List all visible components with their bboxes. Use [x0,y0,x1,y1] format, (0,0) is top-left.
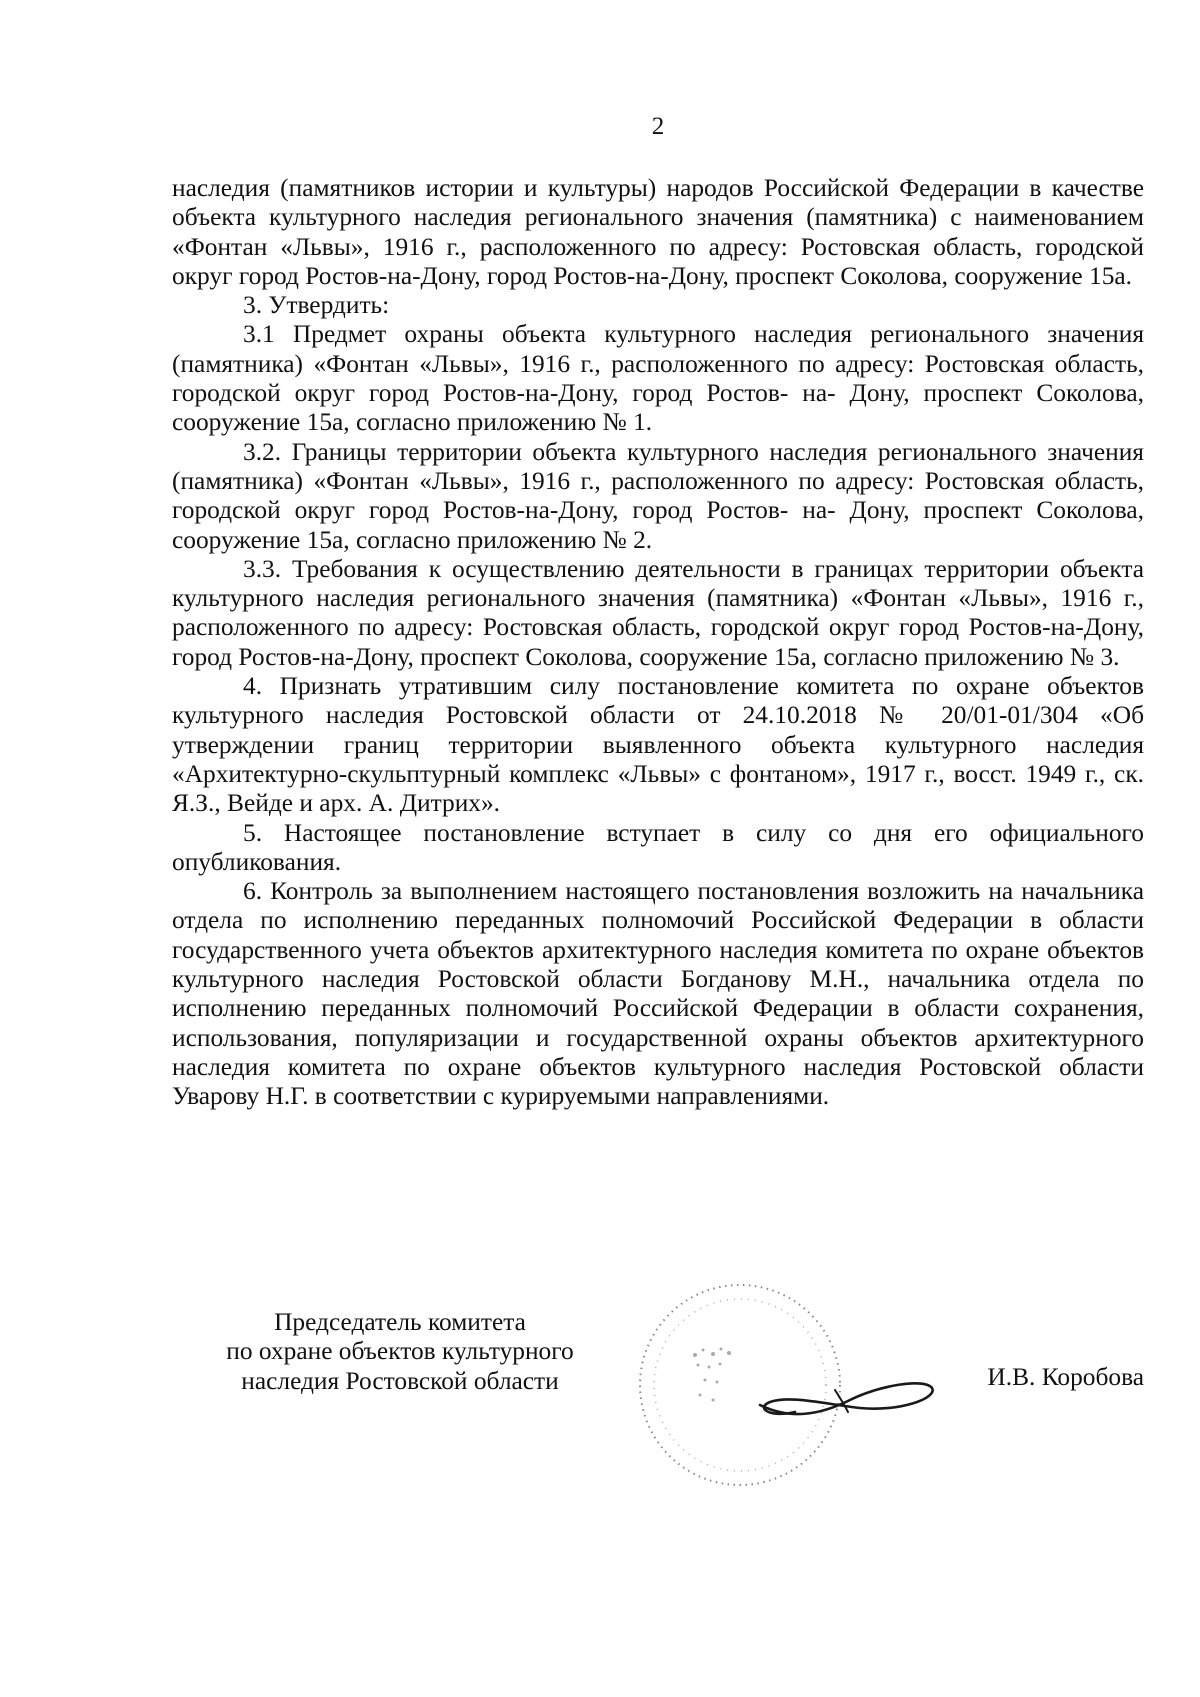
paragraph-item-4: 4. Признать утратившим силу постановление комитета по охране объектов культурного наследия Ростовской области от 24.10.2018 № 20/01-01/304 «Об утверждении границ территории выявленного объекта культурного наследия «Архитектурно-скульптурный комплекс «Львы» с фонтаном», 1917 г., восст. 1949 г., ск. Я.З., Вейде и арх. А. Дитрих». [172,672,1144,818]
paragraph-item-5: 5. Настоящее постановление вступает в силу со дня его официального опубликования. [172,818,1144,876]
paragraph-item-6: 6. Контроль за выполнением настоящего постановления возложить на начальника отдела по исполнению переданных полномочий Российской Федерации в области государственного учета объектов архитектурного наследия комитета по охране объектов культурного наследия Ростовской области Богданову М.Н., начальника отдела по исполнению переданных полномочий Российской Федерации в области сохранения, использования, популяризации и государственной охраны объектов архитектурного наследия комитета по охране объектов культурного наследия Ростовской области Уварову Н.Г. в соответствии с курируемыми направлениями. [172,877,1144,1111]
handwritten-signature [740,1360,940,1440]
position-line: по охране объектов культурного [226,1337,574,1366]
signatory-name: И.В. Коробова [987,1363,1144,1391]
paragraph-item-3: 3. Утвердить: [243,291,390,320]
position-line: наследия Ростовской области [241,1366,559,1395]
document-body [172,174,1144,1112]
position-line: Председатель комитета [274,1308,526,1336]
paragraph-continuation: наследия (памятников истории и культуры) народов Российской Федерации в качестве объекта культурного наследия регионального значения (памятника) с наименованием «Фонтан «Львы», 1916 г., расположенного по адресу: Ростовская область, городской округ город Ростов-на-Дону, город Ростов-на-Дону, проспект Соколова, сооружение 15а. [172,174,1144,290]
paragraph-item-3-1: 3.1 Предмет охраны объекта культурного наследия регионального значения (памятника) «Фонтан «Львы», 1916 г., расположенного по адресу: Ростовская область, городской округ город Ростов-на-Дону, город Ростов- на- Дону, проспект Соколова, сооружение 15а, согласно приложению № 1. [172,320,1144,437]
page-number: 2 [651,113,665,140]
signature-block [0,1300,1200,1520]
paragraph-item-3-3: 3.3. Требования к осуществлению деятельности в границах территории объекта культурного наследия регионального значения (памятника) «Фонтан «Львы», 1916 г., расположенного по адресу: Ростовская область, городской округ город Ростов-на-Дону, город Ростов-на-Дону, проспект Соколова, сооружение 15а, согласно приложению № 3. [172,554,1144,671]
paragraph-item-3-2: 3.2. Границы территории объекта культурного наследия регионального значения (памятника) «Фонтан «Львы», 1916 г., расположенного по адресу: Ростовская область, городской округ город Ростов-на-Дону, город Ростов- на- Дону, проспект Соколова, сооружение 15а, согласно приложению № 2. [172,437,1144,554]
signatory-position [190,1308,610,1396]
